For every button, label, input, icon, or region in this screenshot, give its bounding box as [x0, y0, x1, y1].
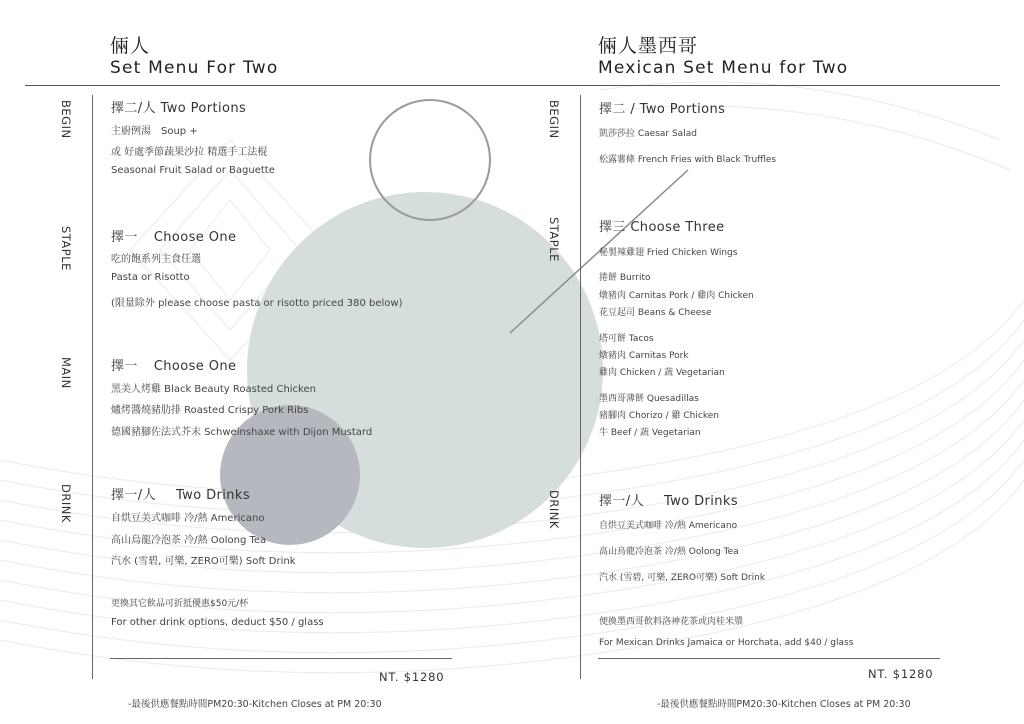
- right-label-begin: BEGIN: [547, 100, 561, 139]
- left-drink-line-2: 高山烏龍冷泡茶 冷/熱 Oolong Tea: [111, 535, 267, 546]
- left-label-begin: BEGIN: [59, 100, 73, 139]
- left-label-main: MAIN: [59, 357, 73, 389]
- right-note-zh: 便換墨西哥飲料洛神花茶或肉桂米漿: [599, 617, 744, 627]
- left-staple-heading: [111, 226, 236, 245]
- right-label-drink: DRINK: [547, 490, 561, 529]
- left-main-heading-en: Choose One: [153, 359, 237, 374]
- left-main-line-1: 黑美人烤雞 Black Beauty Roasted Chicken: [111, 384, 316, 395]
- right-drink-line-1: 自烘豆美式咖啡 冷/熱 Americano: [599, 521, 738, 531]
- left-title-en: Set Menu For Two: [110, 58, 279, 78]
- right-staple-tacos-sub-1: 燉豬肉 Carnitas Pork: [599, 351, 689, 361]
- left-label-drink: DRINK: [59, 484, 73, 523]
- left-price: NT. $1280: [379, 670, 445, 684]
- header-divider: [25, 85, 1000, 86]
- right-staple-item-burrito: 捲餅 Burrito: [599, 273, 651, 283]
- left-main-heading: [111, 355, 236, 374]
- right-staple-tacos-sub-2: 雞肉 Chicken / 蔬 Vegetarian: [599, 368, 725, 378]
- left-main-line-2: 爐烤醬燒豬肋排 Roasted Crispy Pork Ribs: [111, 405, 309, 416]
- left-drink-line-1: 自烘豆美式咖啡 冷/熱 Americano: [111, 513, 265, 524]
- right-drink-heading-en: Two Drinks: [663, 494, 738, 509]
- right-title-zh: 倆人墨西哥: [598, 35, 699, 57]
- right-vertical-divider: [580, 95, 581, 679]
- left-drink-heading-zh: 擇一/人: [111, 488, 156, 503]
- right-begin-line-2: 松露薯條 French Fries with Black Truffles: [599, 155, 777, 165]
- right-staple-burrito-sub-2: 花豆起司 Beans & Cheese: [599, 308, 712, 318]
- right-footer: -最後供應餐點時間PM20:30-Kitchen Closes at PM 20:30: [657, 699, 911, 710]
- left-title-zh: 倆人: [110, 35, 151, 57]
- right-staple-quesadillas-sub-2: 牛 Beef / 蔬 Vegetarian: [599, 428, 701, 438]
- left-staple-line-1: 吃的飽系列主食任選: [111, 254, 201, 265]
- left-main-line-3: 德國豬腳佐法式芥末 Schweinshaxe with Dijon Mustard: [111, 427, 373, 438]
- right-price: NT. $1280: [868, 667, 934, 681]
- right-staple-item-wings: 秘製辣雞翅 Fried Chicken Wings: [599, 248, 738, 258]
- left-begin-line-1: 主廚例湯 Soup +: [111, 126, 198, 137]
- right-drink-heading-zh: 擇一/人: [599, 494, 644, 509]
- right-staple-burrito-sub-1: 燉豬肉 Carnitas Pork / 雞肉 Chicken: [599, 291, 754, 301]
- right-drink-line-3: 汽水 (雪碧, 可樂, ZERO可樂) Soft Drink: [599, 573, 766, 583]
- left-drink-heading-en: Two Drinks: [175, 488, 250, 503]
- left-staple-line-3: (限量除外 please choose pasta or risotto priced 380 below): [111, 298, 403, 309]
- left-note-zh: 更換其它飲品可折抵優惠$50元/杯: [111, 599, 249, 609]
- left-drink-line-3: 汽水 (雪碧, 可樂, ZERO可樂) Soft Drink: [111, 556, 296, 567]
- left-begin-line-2: 或 好處季節蔬果沙拉 精選手工法棍: [111, 147, 268, 158]
- left-drink-heading: [111, 484, 250, 503]
- left-note-en: For other drink options, deduct $50 / glass: [111, 617, 324, 628]
- right-drink-line-2: 高山烏龍冷泡茶 冷/熱 Oolong Tea: [599, 547, 739, 557]
- right-staple-heading: 擇三 Choose Three: [599, 220, 725, 235]
- left-staple-heading-en: Choose One: [153, 230, 237, 245]
- right-drink-heading: [599, 490, 738, 509]
- left-footer: -最後供應餐點時間PM20:30-Kitchen Closes at PM 20:30: [128, 699, 382, 710]
- left-begin-line-3: Seasonal Fruit Salad or Baguette: [111, 165, 275, 176]
- right-staple-item-tacos: 塔可餅 Tacos: [599, 334, 654, 344]
- right-note-en: For Mexican Drinks Jamaica or Horchata, add $40 / glass: [599, 638, 854, 648]
- right-price-rule: [598, 658, 940, 659]
- right-label-staple: STAPLE: [547, 217, 561, 262]
- left-begin-heading: 擇二/人 Two Portions: [111, 101, 247, 116]
- left-main-heading-zh: 擇一: [111, 359, 138, 374]
- left-staple-line-2: Pasta or Risotto: [111, 272, 190, 283]
- left-vertical-divider: [92, 95, 93, 679]
- right-begin-line-1: 凱莎莎拉 Caesar Salad: [599, 129, 697, 139]
- right-staple-item-quesadillas: 墨西哥薄餅 Quesadillas: [599, 394, 699, 404]
- left-label-staple: STAPLE: [59, 226, 73, 271]
- right-begin-heading: 擇二 / Two Portions: [599, 102, 726, 117]
- right-staple-quesadillas-sub-1: 豬腳肉 Chorizo / 雞 Chicken: [599, 411, 719, 421]
- right-title-en: Mexican Set Menu for Two: [598, 58, 849, 78]
- left-price-rule: [110, 658, 452, 659]
- left-staple-heading-zh: 擇一: [111, 230, 138, 245]
